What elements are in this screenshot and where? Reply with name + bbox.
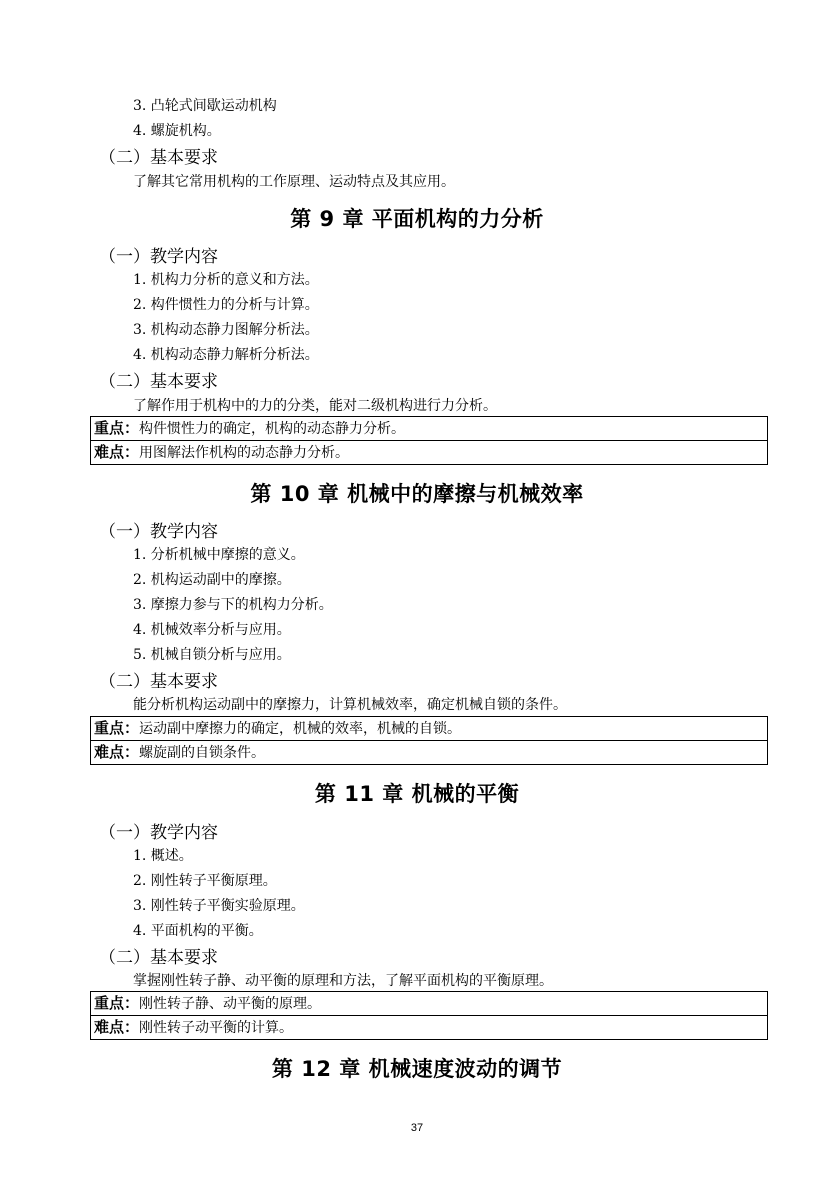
key-points-box [90, 716, 768, 765]
list-item: 1. 分析机械中摩擦的意义。 [133, 547, 305, 563]
chapter-title: 第 11 章 机械的平衡 [314, 782, 520, 806]
list-item: 5. 机械自锁分析与应用。 [133, 647, 291, 663]
list-item: 1. 概述。 [133, 848, 193, 864]
list-item: 4. 机械效率分析与应用。 [133, 622, 291, 638]
list-item: 2. 刚性转子平衡原理。 [133, 873, 277, 889]
list-item: 3. 摩擦力参与下的机构力分析。 [133, 597, 333, 613]
section-heading: （二）基本要求 [99, 148, 218, 168]
chapter-title: 第 10 章 机械中的摩擦与机械效率 [250, 482, 584, 506]
difficulty-label: 难点： [94, 1018, 140, 1036]
section-heading: （一）教学内容 [99, 247, 218, 267]
section-heading: （一）教学内容 [99, 522, 218, 542]
chapter-title: 第 12 章 机械速度波动的调节 [271, 1057, 563, 1081]
difficulty-label: 难点： [94, 743, 140, 761]
list-item: 2. 机构运动副中的摩擦。 [133, 572, 291, 588]
key-point-label: 重点： [94, 719, 140, 737]
key-point-row [91, 417, 767, 440]
page-number: 37 [410, 1122, 424, 1134]
list-item: 4. 平面机构的平衡。 [133, 923, 263, 939]
difficulty-row [91, 1015, 767, 1039]
list-item: 1. 机构力分析的意义和方法。 [133, 272, 319, 288]
section-heading: （二）基本要求 [99, 372, 218, 392]
section-heading: （二）基本要求 [99, 672, 218, 692]
list-item: 4. 螺旋机构。 [133, 123, 221, 139]
list-item: 3. 刚性转子平衡实验原理。 [133, 898, 305, 914]
key-point-label: 重点： [94, 994, 140, 1012]
key-point-text: 刚性转子静、动平衡的原理。 [139, 996, 322, 1012]
key-point-text: 构件惯性力的确定，机构的动态静力分析。 [139, 421, 406, 437]
key-point-text: 运动副中摩擦力的确定，机械的效率，机械的自锁。 [139, 721, 462, 737]
difficulty-row [91, 440, 767, 464]
requirement-text: 了解其它常用机构的工作原理、运动特点及其应用。 [133, 174, 455, 190]
list-item: 4. 机构动态静力解析分析法。 [133, 347, 319, 363]
difficulty-text: 刚性转子动平衡的计算。 [139, 1020, 294, 1036]
list-item: 3. 凸轮式间歇运动机构 [133, 98, 277, 114]
requirement-text: 掌握刚性转子静、动平衡的原理和方法，了解平面机构的平衡原理。 [133, 973, 553, 989]
difficulty-label: 难点： [94, 443, 140, 461]
requirement-text: 了解作用于机构中的力的分类，能对二级机构进行力分析。 [133, 398, 497, 414]
key-points-box [90, 416, 768, 465]
chapter-title: 第 9 章 平面机构的力分析 [290, 207, 544, 231]
key-point-row [91, 992, 767, 1015]
difficulty-row [91, 740, 767, 764]
key-point-label: 重点： [94, 419, 140, 437]
list-item: 2. 构件惯性力的分析与计算。 [133, 297, 319, 313]
key-points-box [90, 991, 768, 1040]
requirement-text: 能分析机构运动副中的摩擦力，计算机械效率，确定机械自锁的条件。 [133, 697, 567, 713]
key-point-row [91, 717, 767, 740]
section-heading: （一）教学内容 [99, 823, 218, 843]
list-item: 3. 机构动态静力图解分析法。 [133, 322, 319, 338]
section-heading: （二）基本要求 [99, 948, 218, 968]
difficulty-text: 螺旋副的自锁条件。 [139, 745, 266, 761]
difficulty-text: 用图解法作机构的动态静力分析。 [139, 445, 350, 461]
